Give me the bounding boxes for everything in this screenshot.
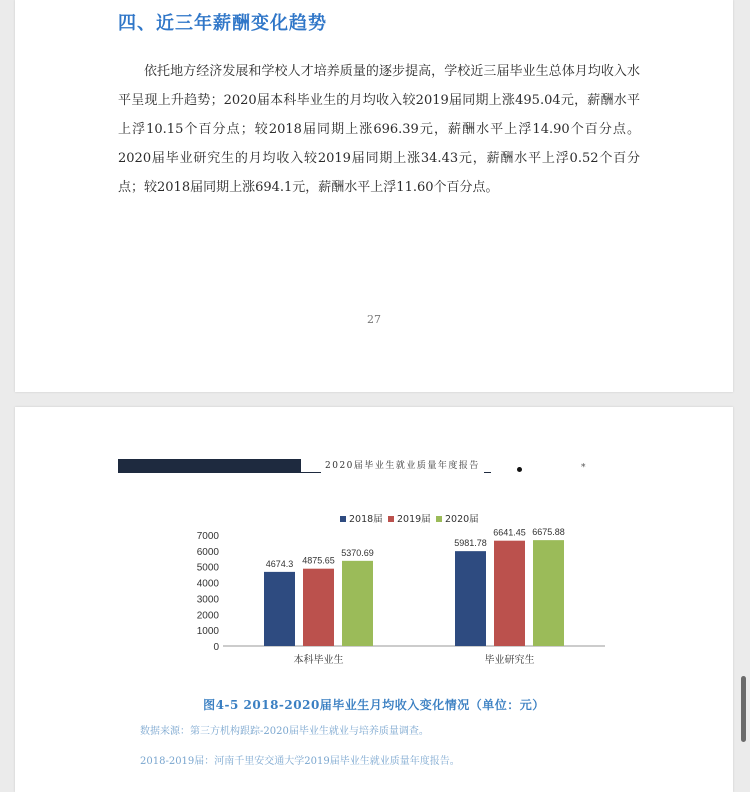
legend-label: 2019届	[397, 514, 431, 525]
bar	[455, 551, 486, 646]
header-asterisk-mark: *	[581, 463, 586, 473]
bar-value-label: 4875.65	[302, 555, 335, 566]
bar-value-label: 6641.45	[493, 527, 526, 538]
y-tick-label: 6000	[196, 546, 219, 558]
bar-value-label: 5370.69	[341, 547, 374, 558]
bar-value-label: 4674.3	[265, 558, 294, 569]
x-category-label: 毕业研究生	[484, 655, 535, 666]
bar	[494, 541, 525, 646]
bar	[264, 572, 295, 646]
report-header-title: 2020届毕业生就业质量年度报告	[321, 459, 484, 473]
bar	[533, 540, 564, 646]
figure-caption: 图4-5 2018-2020届毕业生月均收入变化情况（单位：元）	[203, 698, 545, 712]
body-paragraph: 依托地方经济发展和学校人才培养质量的逐步提高，学校近三届毕业生总体月均收入水平呈现上升趋势；2020届本科毕业生的月均收入较2019届同期上涨495.04元，薪酬水平上浮10.15个百分点；较2018届同期上涨696.39元，薪酬水平上浮14.90个百分点。2020届毕业研究生的月均收入较2019届同期上涨34.43元，薪酬水平上浮0.52个百分点；较2018届同期上涨694.1元，薪酬水平上浮11.60个百分点。	[118, 64, 640, 195]
y-tick-label: 3000	[196, 594, 219, 606]
y-tick-label: 2000	[196, 610, 219, 622]
legend-label: 2018届	[349, 514, 383, 525]
x-category-label: 本科毕业生	[293, 655, 344, 666]
legend-label: 2020届	[445, 514, 479, 525]
legend-swatch	[436, 516, 442, 522]
bar-value-label: 6675.88	[532, 527, 565, 538]
header-dot-mark	[517, 467, 522, 472]
y-tick-label: 4000	[196, 578, 219, 590]
data-source-line-2: 2018-2019届：河南千里安交通大学2019届毕业生就业质量年度报告。	[140, 756, 460, 767]
page-number: 27	[367, 313, 381, 326]
document-page-28	[15, 407, 733, 792]
bar-value-label: 5981.78	[454, 538, 487, 549]
section-heading: 四、近三年薪酬变化趋势	[118, 13, 327, 34]
income-bar-chart	[155, 505, 615, 675]
document-page-27	[15, 0, 733, 392]
legend-swatch	[388, 516, 394, 522]
y-tick-label: 1000	[196, 626, 219, 638]
report-header-bar	[118, 459, 301, 473]
y-tick-label: 5000	[196, 562, 219, 574]
bar	[342, 561, 373, 646]
data-source-line: 数据来源：第三方机构跟踪-2020届毕业生就业与培养质量调查。	[140, 726, 429, 737]
y-tick-label: 7000	[196, 531, 219, 542]
bar	[303, 569, 334, 646]
y-tick-label: 0	[213, 642, 219, 653]
legend-swatch	[340, 516, 346, 522]
vertical-scrollbar[interactable]	[741, 676, 746, 742]
